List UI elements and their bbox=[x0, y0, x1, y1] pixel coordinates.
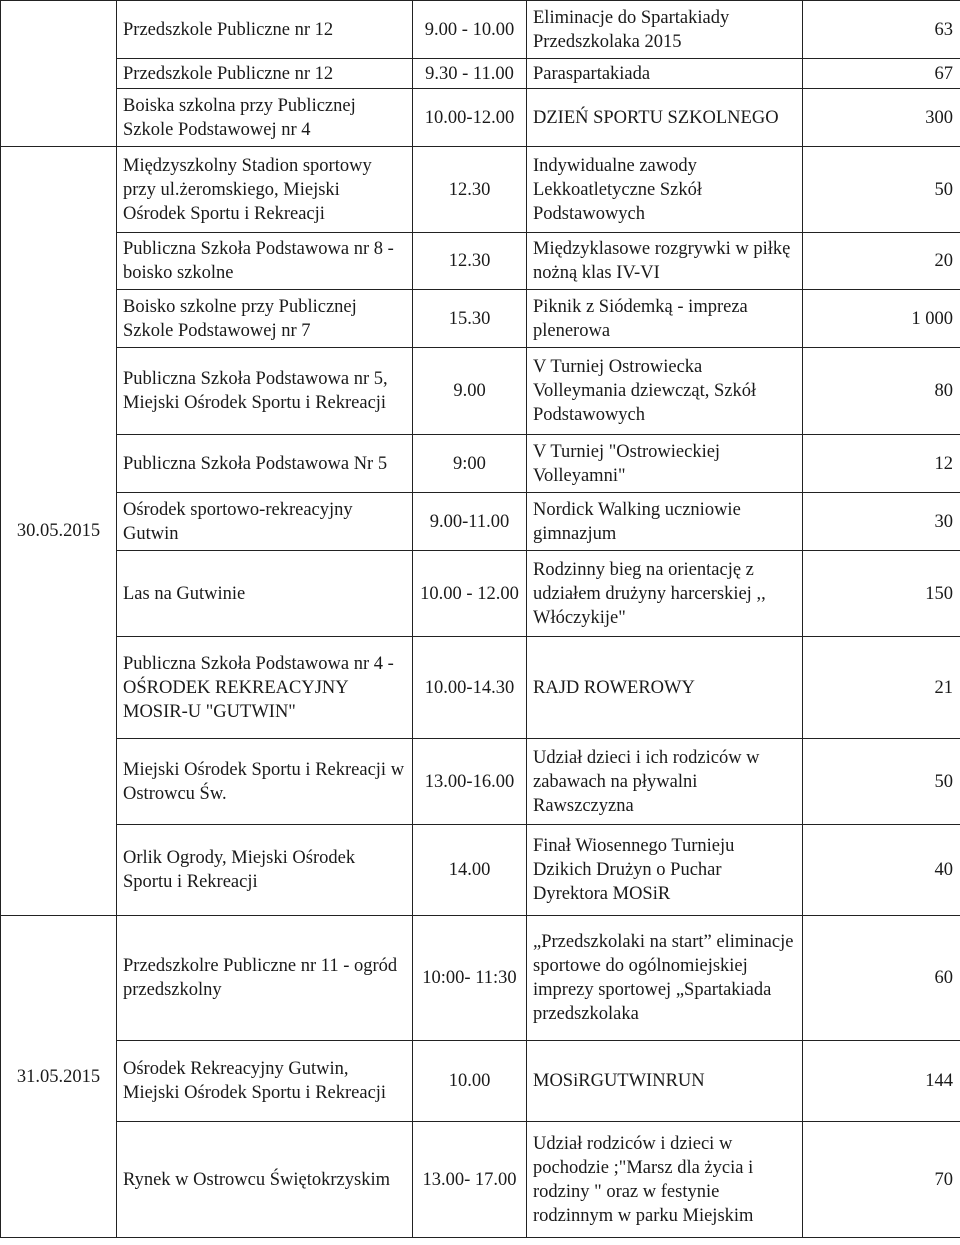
time-cell: 13.00-16.00 bbox=[413, 739, 527, 825]
table-row bbox=[1, 1, 960, 59]
event-cell: Paraspartakiada bbox=[527, 59, 803, 89]
count-cell: 144 bbox=[803, 1041, 960, 1122]
event-cell: V Turniej "Ostrowieckiej Volleyamni" bbox=[527, 435, 803, 493]
count-cell: 20 bbox=[803, 233, 960, 290]
event-cell: Nordick Walking uczniowie gimnazjum bbox=[527, 493, 803, 551]
date-cell: 30.05.2015 bbox=[1, 147, 117, 916]
place-cell: Przedszkole Publiczne nr 12 bbox=[117, 1, 413, 59]
table-row bbox=[1, 59, 960, 89]
place-cell: Przedszkolre Publiczne nr 11 - ogród przedszkolny bbox=[117, 916, 413, 1041]
count-cell: 50 bbox=[803, 147, 960, 233]
time-cell: 9:00 bbox=[413, 435, 527, 493]
table-row bbox=[1, 89, 960, 147]
time-cell: 13.00- 17.00 bbox=[413, 1122, 527, 1238]
event-cell: V Turniej Ostrowiecka Volleymania dziewcząt, Szkół Podstawowych bbox=[527, 348, 803, 435]
place-cell: Przedszkole Publiczne nr 12 bbox=[117, 59, 413, 89]
place-cell: Orlik Ogrody, Miejski Ośrodek Sportu i Rekreacji bbox=[117, 825, 413, 916]
time-cell: 10.00-14.30 bbox=[413, 637, 527, 739]
place-cell: Publiczna Szkoła Podstawowa Nr 5 bbox=[117, 435, 413, 493]
date-cell bbox=[1, 1, 117, 147]
place-cell: Publiczna Szkoła Podstawowa nr 4 - OŚRODEK REKREACYJNY MOSIR-U "GUTWIN" bbox=[117, 637, 413, 739]
count-cell: 21 bbox=[803, 637, 960, 739]
count-cell: 80 bbox=[803, 348, 960, 435]
count-cell: 63 bbox=[803, 1, 960, 59]
events-table-body bbox=[1, 1, 960, 1238]
count-cell: 300 bbox=[803, 89, 960, 147]
place-cell: Boiska szkolna przy Publicznej Szkole Podstawowej nr 4 bbox=[117, 89, 413, 147]
time-cell: 14.00 bbox=[413, 825, 527, 916]
time-cell: 10:00- 11:30 bbox=[413, 916, 527, 1041]
table-row bbox=[1, 916, 960, 1041]
count-cell: 12 bbox=[803, 435, 960, 493]
place-cell: Międzyszkolny Stadion sportowy przy ul.żeromskiego, Miejski Ośrodek Sportu i Rekreacji bbox=[117, 147, 413, 233]
time-cell: 9.30 - 11.00 bbox=[413, 59, 527, 89]
table-row bbox=[1, 348, 960, 435]
place-cell: Ośrodek Rekreacyjny Gutwin, Miejski Ośrodek Sportu i Rekreacji bbox=[117, 1041, 413, 1122]
date-cell: 31.05.2015 bbox=[1, 916, 117, 1238]
count-cell: 70 bbox=[803, 1122, 960, 1238]
place-cell: Miejski Ośrodek Sportu i Rekreacji w Ostrowcu Św. bbox=[117, 739, 413, 825]
table-row bbox=[1, 1122, 960, 1238]
time-cell: 10.00 - 12.00 bbox=[413, 551, 527, 637]
table-row bbox=[1, 637, 960, 739]
table-row bbox=[1, 435, 960, 493]
count-cell: 1 000 bbox=[803, 290, 960, 348]
event-cell: MOSiRGUTWINRUN bbox=[527, 1041, 803, 1122]
time-cell: 12.30 bbox=[413, 233, 527, 290]
place-cell: Publiczna Szkoła Podstawowa nr 8 - boisko szkolne bbox=[117, 233, 413, 290]
event-cell: „Przedszkolaki na start” eliminacje sportowe do ogólnomiejskiej imprezy sportowej „Spartakiada przedszkolaka bbox=[527, 916, 803, 1041]
time-cell: 9.00 - 10.00 bbox=[413, 1, 527, 59]
table-row bbox=[1, 1041, 960, 1122]
count-cell: 60 bbox=[803, 916, 960, 1041]
table-row bbox=[1, 739, 960, 825]
event-cell: DZIEŃ SPORTU SZKOLNEGO bbox=[527, 89, 803, 147]
table-row bbox=[1, 290, 960, 348]
count-cell: 50 bbox=[803, 739, 960, 825]
place-cell: Publiczna Szkoła Podstawowa nr 5, Miejski Ośrodek Sportu i Rekreacji bbox=[117, 348, 413, 435]
place-cell: Las na Gutwinie bbox=[117, 551, 413, 637]
table-row bbox=[1, 551, 960, 637]
table-row bbox=[1, 493, 960, 551]
count-cell: 40 bbox=[803, 825, 960, 916]
place-cell: Boisko szkolne przy Publicznej Szkole Podstawowej nr 7 bbox=[117, 290, 413, 348]
place-cell: Rynek w Ostrowcu Świętokrzyskim bbox=[117, 1122, 413, 1238]
time-cell: 9.00-11.00 bbox=[413, 493, 527, 551]
time-cell: 9.00 bbox=[413, 348, 527, 435]
event-cell: Finał Wiosennego Turnieju Dzikich Drużyn o Puchar Dyrektora MOSiR bbox=[527, 825, 803, 916]
place-cell: Ośrodek sportowo-rekreacyjny Gutwin bbox=[117, 493, 413, 551]
event-cell: Międzyklasowe rozgrywki w piłkę nożną klas IV-VI bbox=[527, 233, 803, 290]
event-cell: Rodzinny bieg na orientację z udziałem drużyny harcerskiej ,, Włóczykije" bbox=[527, 551, 803, 637]
count-cell: 150 bbox=[803, 551, 960, 637]
table-row bbox=[1, 825, 960, 916]
time-cell: 10.00 bbox=[413, 1041, 527, 1122]
time-cell: 15.30 bbox=[413, 290, 527, 348]
table-row bbox=[1, 147, 960, 233]
event-cell: RAJD ROWEROWY bbox=[527, 637, 803, 739]
count-cell: 67 bbox=[803, 59, 960, 89]
event-cell: Indywidualne zawody Lekkoatletyczne Szkół Podstawowych bbox=[527, 147, 803, 233]
event-cell: Eliminacje do Spartakiady Przedszkolaka 2015 bbox=[527, 1, 803, 59]
table-row bbox=[1, 233, 960, 290]
event-cell: Udział rodziców i dzieci w pochodzie ;"Marsz dla życia i rodziny " oraz w festynie rodzinnym w parku Miejskim bbox=[527, 1122, 803, 1238]
time-cell: 10.00-12.00 bbox=[413, 89, 527, 147]
event-cell: Piknik z Siódemką - impreza plenerowa bbox=[527, 290, 803, 348]
event-cell: Udział dzieci i ich rodziców w zabawach na pływalni Rawszczyzna bbox=[527, 739, 803, 825]
time-cell: 12.30 bbox=[413, 147, 527, 233]
count-cell: 30 bbox=[803, 493, 960, 551]
